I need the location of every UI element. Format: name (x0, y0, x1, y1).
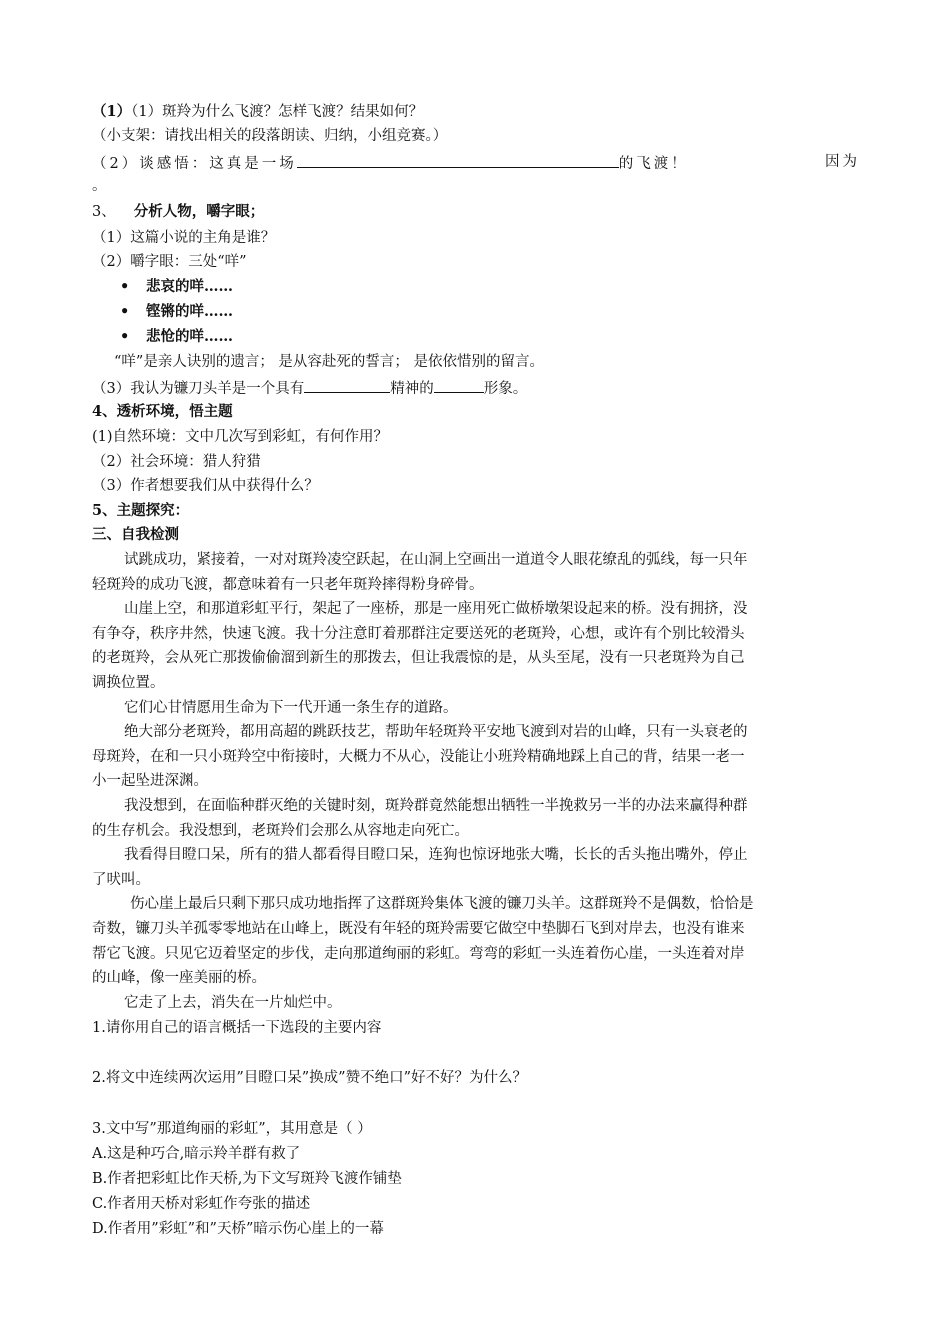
passage-line: 的生存机会。我没想到，老斑羚们会那么从容地走向死亡。 (92, 823, 469, 839)
question-3-1: （1）这篇小说的主角是谁？ (92, 230, 276, 246)
passage-line: 伤心崖上最后只剩下那只成功地指挥了这群斑羚集体飞渡的镰刀头羊。这群斑羚不是偶数，恰恰是 (130, 896, 754, 912)
passage-line: 帮它飞渡。只见它迈着坚定的步伐，走向那道绚丽的彩虹。弯弯的彩虹一头连着伤心崖，一头连着对岸 (92, 946, 745, 962)
passage-line: 调换位置。 (92, 675, 165, 691)
passage-line: 有争夺，秩序井然，快速飞渡。我十分注意盯着那群注定要送死的老斑羚，心想，或许有个别比较滑头 (92, 626, 745, 642)
question-4-2: （2）社会环境：猎人狩猎 (92, 454, 261, 470)
option-c: C.作者用天桥对彩虹作夸张的描述 (92, 1196, 311, 1212)
question-2-1: （1）（1）斑羚为什么飞渡？怎样飞渡？结果如何？ (92, 103, 424, 120)
line-end-mark: 。 (92, 178, 107, 194)
passage-line: 山崖上空，和那道彩虹平行，架起了一座桥，那是一座用死亡做桥墩架设起来的桥。没有拥挤，没 (124, 601, 748, 617)
section-3-heading: 3、 分析人物，嚼字眼； (92, 203, 265, 220)
bullet-dot: • (120, 303, 130, 320)
bullet-item: • 悲哀的咩…… (120, 278, 233, 295)
answer-blank[interactable] (297, 152, 619, 168)
passage-line: 它们心甘情愿用生命为下一代开通一条生存的道路。 (124, 700, 458, 716)
option-b: B.作者把彩虹比作天桥,为下文写斑羚飞渡作铺垫 (92, 1171, 402, 1187)
option-a: A.这是种巧合,暗示羚羊群有救了 (92, 1146, 301, 1162)
bullet-item: • 铿锵的咩…… (120, 303, 233, 320)
exercise-question-2: 2.将文中连续两次运用”目瞪口呆”换成”赞不绝口”好不好？为什么？ (92, 1070, 527, 1086)
passage-line: 了吠叫。 (92, 872, 150, 888)
exercise-question-1: 1.请你用自己的语言概括一下选段的主要内容 (92, 1020, 382, 1036)
question-2-2: （2）谈感悟：这真是一场 的飞渡！ 因为 (92, 154, 860, 172)
passage-line: 奇数，镰刀头羊孤零零地站在山峰上，既没有年轻的斑羚需要它做空中垫脚石飞到对岸去，也没有谁来 (92, 921, 745, 937)
passage-line: 我看得目瞪口呆，所有的猎人都看得目瞪口呆，连狗也惊讶地张大嘴，长长的舌头拖出嘴外，停止 (124, 847, 748, 863)
passage-line: 它走了上去，消失在一片灿烂中。 (124, 995, 342, 1011)
option-d: D.作者用”彩虹”和”天桥”暗示伤心崖上的一幕 (92, 1221, 384, 1237)
passage-line: 试跳成功，紧接着，一对对斑羚凌空跃起，在山洞上空画出一道道令人眼花缭乱的弧线，每一只年 (124, 552, 748, 568)
question-3-2: （2）嚼字眼：三处“咩” (92, 254, 247, 270)
passage-line: 小一起坠进深渊。 (92, 773, 208, 789)
passage-line: 绝大部分老斑羚，都用高超的跳跃技艺，帮助年轻斑羚平安地飞渡到对岩的山峰，只有一头衰老的 (124, 724, 748, 740)
section-5-heading: 5、主题探究： (92, 502, 190, 519)
passage-line: 的老斑羚，会从死亡那拨偷偷溜到新生的那拨去，但让我震惊的是，从头至尾，没有一只老斑羚为自己 (92, 650, 745, 666)
question-4-3: （3）作者想要我们从中获得什么？ (92, 478, 319, 494)
bullet-dot: • (120, 278, 130, 295)
exercise-question-3: 3.文中写”那道绚丽的彩虹”，其用意是（ ） (92, 1121, 372, 1137)
answer-blank[interactable] (304, 377, 390, 393)
question-2-1-note: （小支架：请找出相关的段落朗读、归纳，小组竞赛。） (92, 128, 448, 144)
passage-line: 我没想到，在面临种群灭绝的关键时刻，斑羚群竟然能想出牺牲一半挽救另一半的办法来赢得种群 (124, 798, 748, 814)
meaning-line: “咩”是亲人诀别的遗言； 是从容赴死的誓言； 是依依惜别的留言。 (114, 354, 545, 370)
question-3-3: （3）我认为镰刀头羊是一个具有 精神的 形象。 (92, 377, 860, 399)
bullet-dot: • (120, 328, 130, 345)
question-4-1: (1)自然环境：文中几次写到彩虹，有何作用？ (92, 429, 389, 445)
passage-line: 母斑羚，在和一只小斑羚空中衔接时，大概力不从心，没能让小班羚精确地踩上自己的背，结果一老一 (92, 749, 745, 765)
bullet-item: • 悲怆的咩…… (120, 328, 233, 345)
passage-line: 轻斑羚的成功飞渡，都意味着有一只老年斑羚摔得粉身碎骨。 (92, 577, 484, 593)
part-3-heading: 三、自我检测 (92, 526, 179, 543)
passage-line: 的山峰，像一座美丽的桥。 (92, 970, 266, 986)
section-4-heading: 4、透析环境，悟主题 (92, 403, 233, 420)
answer-blank[interactable] (434, 377, 484, 393)
